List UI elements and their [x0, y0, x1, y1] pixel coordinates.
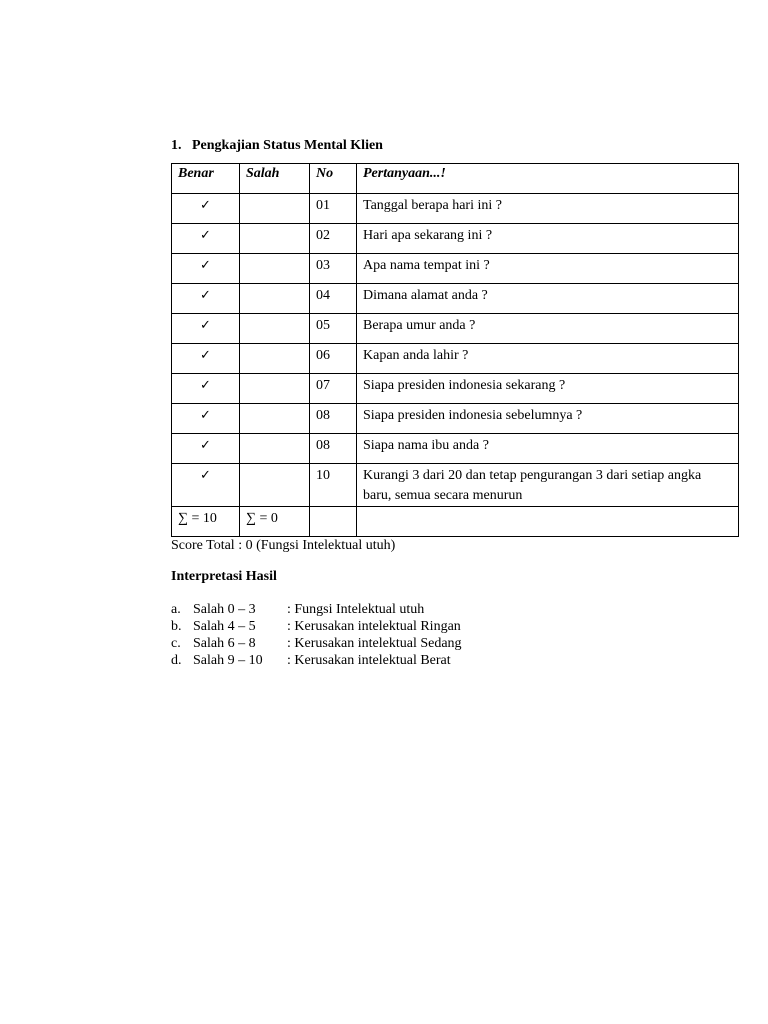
no-cell: 08: [310, 404, 357, 434]
question-cell: Tanggal berapa hari ini ?: [357, 194, 739, 224]
section-heading: [171, 138, 383, 154]
question-cell: Siapa presiden indonesia sebelumnya ?: [357, 404, 739, 434]
no-cell: 02: [310, 224, 357, 254]
salah-cell: [240, 284, 310, 314]
table-row: [172, 404, 739, 434]
question-cell: Siapa presiden indonesia sekarang ?: [357, 374, 739, 404]
table-row: [172, 314, 739, 344]
table-row: [172, 194, 739, 224]
no-cell: 10: [310, 464, 357, 507]
item-result: : Kerusakan intelektual Ringan: [287, 619, 461, 634]
header-benar: Benar: [172, 164, 240, 194]
salah-cell: [240, 434, 310, 464]
total-salah: ∑ = 0: [240, 507, 310, 537]
score-total: Score Total : 0 (Fungsi Intelektual utuh): [171, 538, 396, 553]
no-cell: 03: [310, 254, 357, 284]
list-item: [171, 635, 462, 652]
benar-check-icon: ✓: [172, 314, 240, 344]
item-letter: a.: [171, 602, 181, 617]
no-cell: 01: [310, 194, 357, 224]
benar-check-icon: ✓: [172, 464, 240, 507]
item-range: Salah 6 – 8: [193, 636, 256, 651]
benar-check-icon: ✓: [172, 344, 240, 374]
item-range: Salah 9 – 10: [193, 653, 263, 668]
section-title: Pengkajian Status Mental Klien: [192, 138, 383, 153]
item-range: Salah 4 – 5: [193, 619, 256, 634]
benar-check-icon: ✓: [172, 254, 240, 284]
total-question: [357, 507, 739, 537]
question-cell: Kapan anda lahir ?: [357, 344, 739, 374]
table-header-row: [172, 164, 739, 194]
benar-check-icon: ✓: [172, 374, 240, 404]
interpretation-heading: Interpretasi Hasil: [171, 569, 277, 584]
question-cell: Dimana alamat anda ?: [357, 284, 739, 314]
section-number: 1.: [171, 138, 182, 153]
mental-status-table: [171, 163, 739, 537]
salah-cell: [240, 404, 310, 434]
item-letter: b.: [171, 619, 182, 634]
benar-check-icon: ✓: [172, 404, 240, 434]
no-cell: 04: [310, 284, 357, 314]
table-row: [172, 284, 739, 314]
question-cell: Hari apa sekarang ini ?: [357, 224, 739, 254]
salah-cell: [240, 224, 310, 254]
salah-cell: [240, 194, 310, 224]
table-row: [172, 254, 739, 284]
salah-cell: [240, 344, 310, 374]
total-no: [310, 507, 357, 537]
list-item: [171, 652, 462, 669]
salah-cell: [240, 314, 310, 344]
item-letter: d.: [171, 653, 182, 668]
table-row: [172, 344, 739, 374]
benar-check-icon: ✓: [172, 224, 240, 254]
list-item: [171, 601, 462, 618]
item-range: Salah 0 – 3: [193, 602, 256, 617]
no-cell: 08: [310, 434, 357, 464]
no-cell: 06: [310, 344, 357, 374]
benar-check-icon: ✓: [172, 284, 240, 314]
list-item: [171, 618, 462, 635]
no-cell: 07: [310, 374, 357, 404]
table-row: [172, 464, 739, 507]
no-cell: 05: [310, 314, 357, 344]
interpretation-list: [171, 601, 462, 669]
benar-check-icon: ✓: [172, 194, 240, 224]
item-letter: c.: [171, 636, 181, 651]
table-row: [172, 434, 739, 464]
salah-cell: [240, 464, 310, 507]
salah-cell: [240, 254, 310, 284]
total-benar: ∑ = 10: [172, 507, 240, 537]
header-salah: Salah: [240, 164, 310, 194]
question-cell: Apa nama tempat ini ?: [357, 254, 739, 284]
table-row: [172, 374, 739, 404]
benar-check-icon: ✓: [172, 434, 240, 464]
item-result: : Fungsi Intelektual utuh: [287, 602, 425, 617]
question-cell: Kurangi 3 dari 20 dan tetap pengurangan 3 dari setiap angka baru, semua secara menurun: [357, 464, 739, 507]
item-result: : Kerusakan intelektual Berat: [287, 653, 451, 668]
header-pertanyaan: Pertanyaan...!: [357, 164, 739, 194]
header-no: No: [310, 164, 357, 194]
item-result: : Kerusakan intelektual Sedang: [287, 636, 462, 651]
question-cell: Berapa umur anda ?: [357, 314, 739, 344]
totals-row: [172, 507, 739, 537]
question-cell: Siapa nama ibu anda ?: [357, 434, 739, 464]
salah-cell: [240, 374, 310, 404]
table-row: [172, 224, 739, 254]
